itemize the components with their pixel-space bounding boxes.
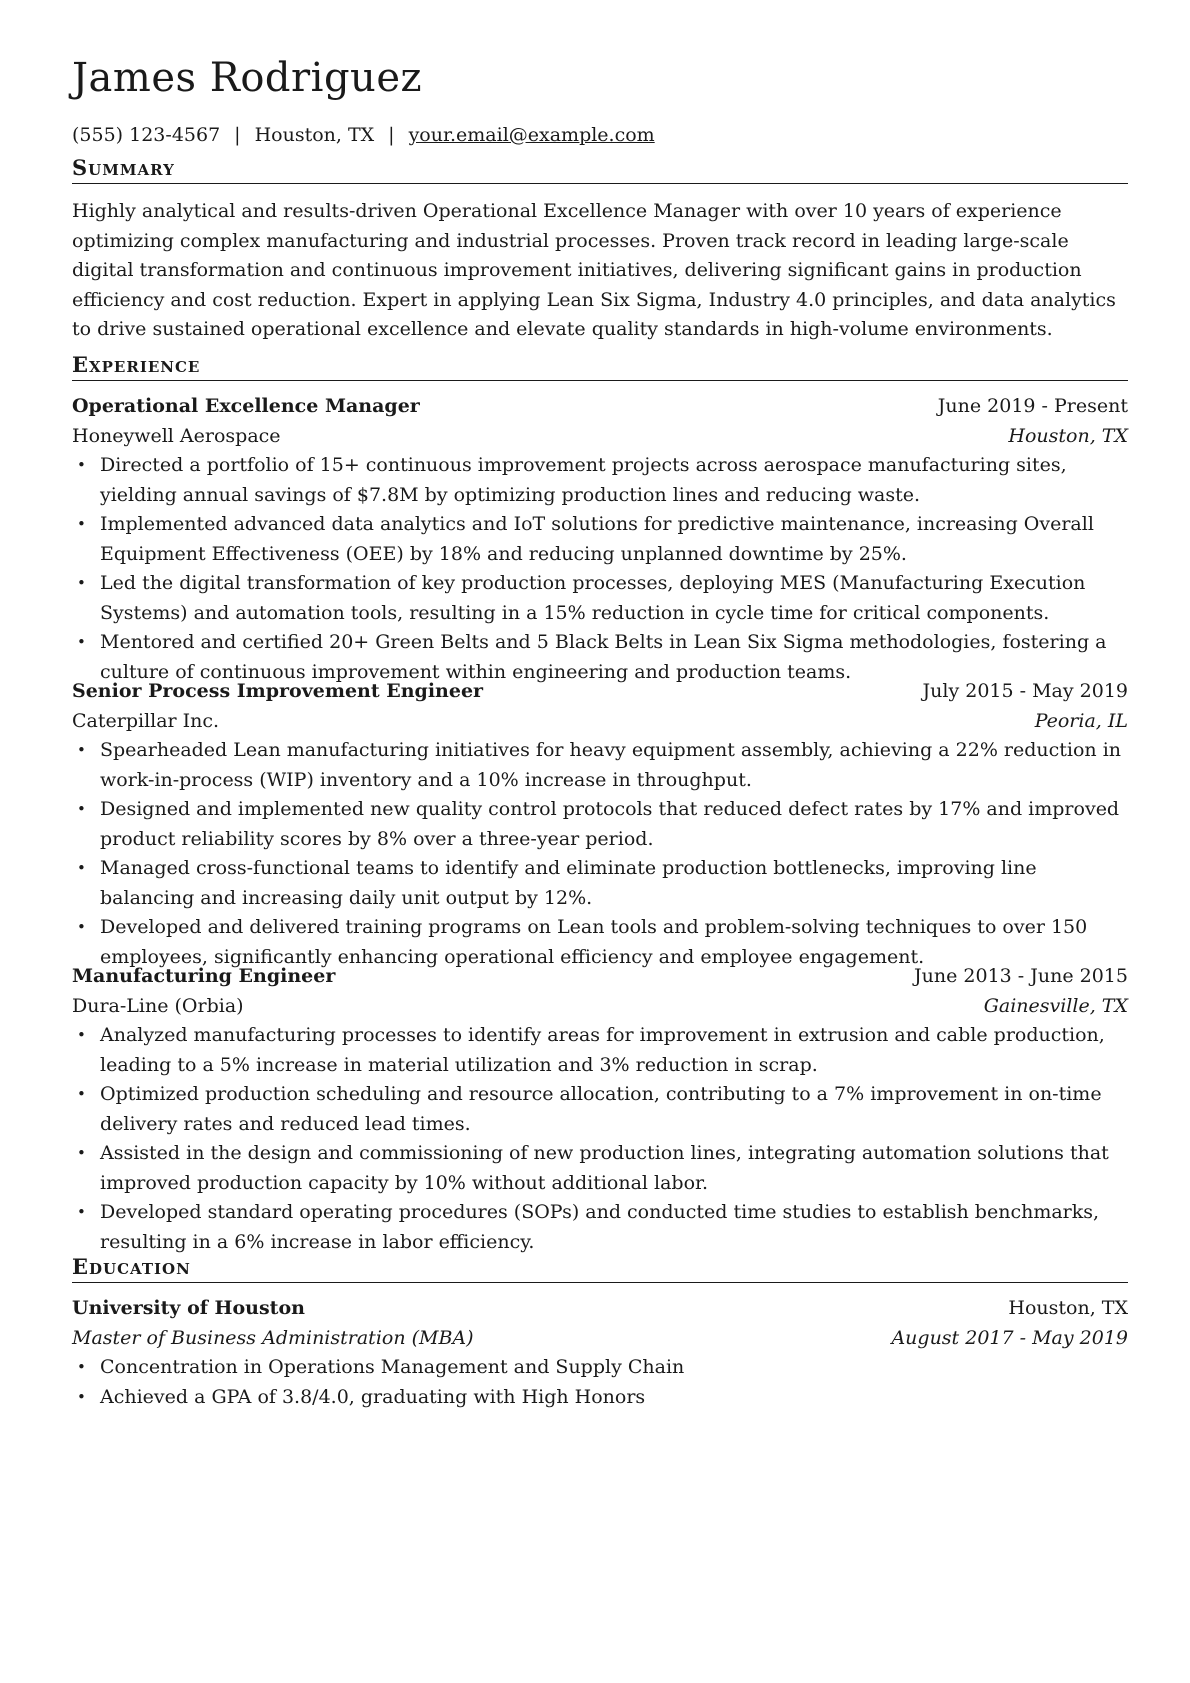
degree-name: Master of Business Administration (MBA) bbox=[72, 1326, 474, 1349]
email-link[interactable]: your.email@example.com bbox=[408, 124, 655, 146]
bullet-icon: • bbox=[77, 1026, 86, 1044]
job-company: Caterpillar Inc. bbox=[72, 709, 220, 732]
job-location: Houston, TX bbox=[1008, 424, 1128, 447]
bullet-icon: • bbox=[77, 456, 86, 474]
candidate-name: James Rodriguez bbox=[72, 55, 423, 101]
job-dates: June 2013 - June 2015 bbox=[914, 965, 1128, 987]
bullet-text: Optimized production scheduling and resource allocation, contributing to a 7% improvement in on-time delivery rates and reduced lead times. bbox=[100, 1083, 1102, 1135]
education-bullets bbox=[72, 1353, 1128, 1412]
bullet-text: Managed cross-functional teams to identify and eliminate production bottlenecks, improving line balancing and increasing daily unit output by 12%. bbox=[100, 857, 1037, 909]
school-location: Houston, TX bbox=[1008, 1297, 1128, 1319]
bullet-icon: • bbox=[77, 515, 86, 533]
list-item bbox=[72, 1353, 1128, 1383]
bullet-icon: • bbox=[77, 1387, 86, 1406]
bullet-icon: • bbox=[77, 800, 86, 818]
bullet-icon: • bbox=[77, 1203, 86, 1221]
school-name: University of Houston bbox=[72, 1297, 305, 1319]
job-entry bbox=[72, 677, 1128, 972]
contact-separator: | bbox=[388, 124, 395, 146]
job-company: Honeywell Aerospace bbox=[72, 424, 281, 447]
bullet-icon: • bbox=[77, 1085, 86, 1103]
job-location: Peoria, IL bbox=[1034, 709, 1128, 732]
bullet-text: Implemented advanced data analytics and IoT solutions for predictive maintenance, increasing Overall Equipment Effectiveness (OEE) by 18% and reducing unplanned downtime by 25%. bbox=[100, 513, 1094, 565]
list-item bbox=[72, 1021, 1128, 1080]
summary-text: Highly analytical and results-driven Operational Excellence Manager with over 10 years of experience optimizing complex manufacturing and industrial processes. Proven track record in leading large-scale digital transformation and continuous improvement initiatives, delivering significant gains in production efficiency and cost reduction. Expert in applying Lean Six Sigma, Industry 4.0 principles, and data analytics to drive sustained operational excellence and elevate quality standards in high-volume environments. bbox=[72, 200, 1116, 340]
list-item bbox=[72, 736, 1128, 795]
bullet-icon: • bbox=[77, 1144, 86, 1162]
list-item bbox=[72, 1080, 1128, 1139]
job-bullets bbox=[72, 451, 1128, 687]
bullet-icon: • bbox=[77, 918, 86, 936]
job-title: Senior Process Improvement Engineer bbox=[72, 680, 484, 702]
education-heading: Education bbox=[72, 1254, 1128, 1283]
job-title: Manufacturing Engineer bbox=[72, 965, 336, 987]
education-dates: August 2017 - May 2019 bbox=[891, 1326, 1128, 1349]
bullet-text: Designed and implemented new quality control protocols that reduced defect rates by 17% and improved product reliability scores by 8% over a three-year period. bbox=[100, 798, 1120, 850]
job-bullets bbox=[72, 1021, 1128, 1257]
job-dates: July 2015 - May 2019 bbox=[922, 680, 1128, 702]
job-company: Dura-Line (Orbia) bbox=[72, 994, 244, 1017]
bullet-icon: • bbox=[77, 859, 86, 877]
summary-heading: Summary bbox=[72, 155, 1128, 184]
job-entry bbox=[72, 392, 1128, 687]
bullet-icon: • bbox=[77, 574, 86, 592]
list-item bbox=[72, 1139, 1128, 1198]
bullet-text: Spearheaded Lean manufacturing initiatives for heavy equipment assembly, achieving a 22% reduction in work-in-process (WIP) inventory and a 10% increase in throughput. bbox=[100, 739, 1122, 791]
bullet-text: Achieved a GPA of 3.8/4.0, graduating with High Honors bbox=[100, 1385, 646, 1408]
bullet-icon: • bbox=[77, 1358, 86, 1376]
bullet-icon: • bbox=[77, 741, 86, 759]
bullet-text: Mentored and certified 20+ Green Belts and 5 Black Belts in Lean Six Sigma methodologies, fostering a culture of continuous improvement within engineering and production teams. bbox=[100, 631, 1107, 683]
contact-location: Houston, TX bbox=[254, 124, 375, 146]
bullet-text: Assisted in the design and commissioning of new production lines, integrating automation solutions that improved production capacity by 10% without additional labor. bbox=[100, 1142, 1109, 1194]
job-dates: June 2019 - Present bbox=[937, 395, 1128, 417]
bullet-icon: • bbox=[77, 633, 86, 651]
phone-number: (555) 123-4567 bbox=[72, 124, 221, 146]
list-item bbox=[72, 1383, 1128, 1413]
bullet-text: Developed standard operating procedures (SOPs) and conducted time studies to establish benchmarks, resulting in a 6% increase in labor efficiency. bbox=[100, 1201, 1100, 1253]
contact-line bbox=[72, 123, 655, 147]
job-bullets bbox=[72, 736, 1128, 972]
job-entry bbox=[72, 962, 1128, 1257]
bullet-text: Led the digital transformation of key production processes, deploying MES (Manufacturing Execution Systems) and automation tools, resulting in a 15% reduction in cycle time for critical components. bbox=[100, 572, 1086, 624]
experience-heading: Experience bbox=[72, 352, 1128, 381]
bullet-text: Directed a portfolio of 15+ continuous improvement projects across aerospace manufacturing sites, yielding annual savings of $7.8M by optimizing production lines and reducing waste. bbox=[100, 454, 1067, 506]
list-item bbox=[72, 795, 1128, 854]
bullet-text: Developed and delivered training programs on Lean tools and problem-solving techniques to over 150 employees, significantly enhancing operational efficiency and employee engagement. bbox=[100, 916, 1088, 968]
job-location: Gainesville, TX bbox=[983, 994, 1128, 1017]
list-item bbox=[72, 1198, 1128, 1257]
education-entry bbox=[72, 1294, 1128, 1412]
job-title: Operational Excellence Manager bbox=[72, 395, 420, 417]
bullet-text: Analyzed manufacturing processes to identify areas for improvement in extrusion and cable production, leading to a 5% increase in material utilization and 3% reduction in scrap. bbox=[100, 1024, 1105, 1076]
bullet-text: Concentration in Operations Management and Supply Chain bbox=[100, 1356, 685, 1378]
list-item bbox=[72, 451, 1128, 510]
list-item bbox=[72, 510, 1128, 569]
contact-separator: | bbox=[234, 124, 241, 146]
list-item bbox=[72, 569, 1128, 628]
list-item bbox=[72, 854, 1128, 913]
